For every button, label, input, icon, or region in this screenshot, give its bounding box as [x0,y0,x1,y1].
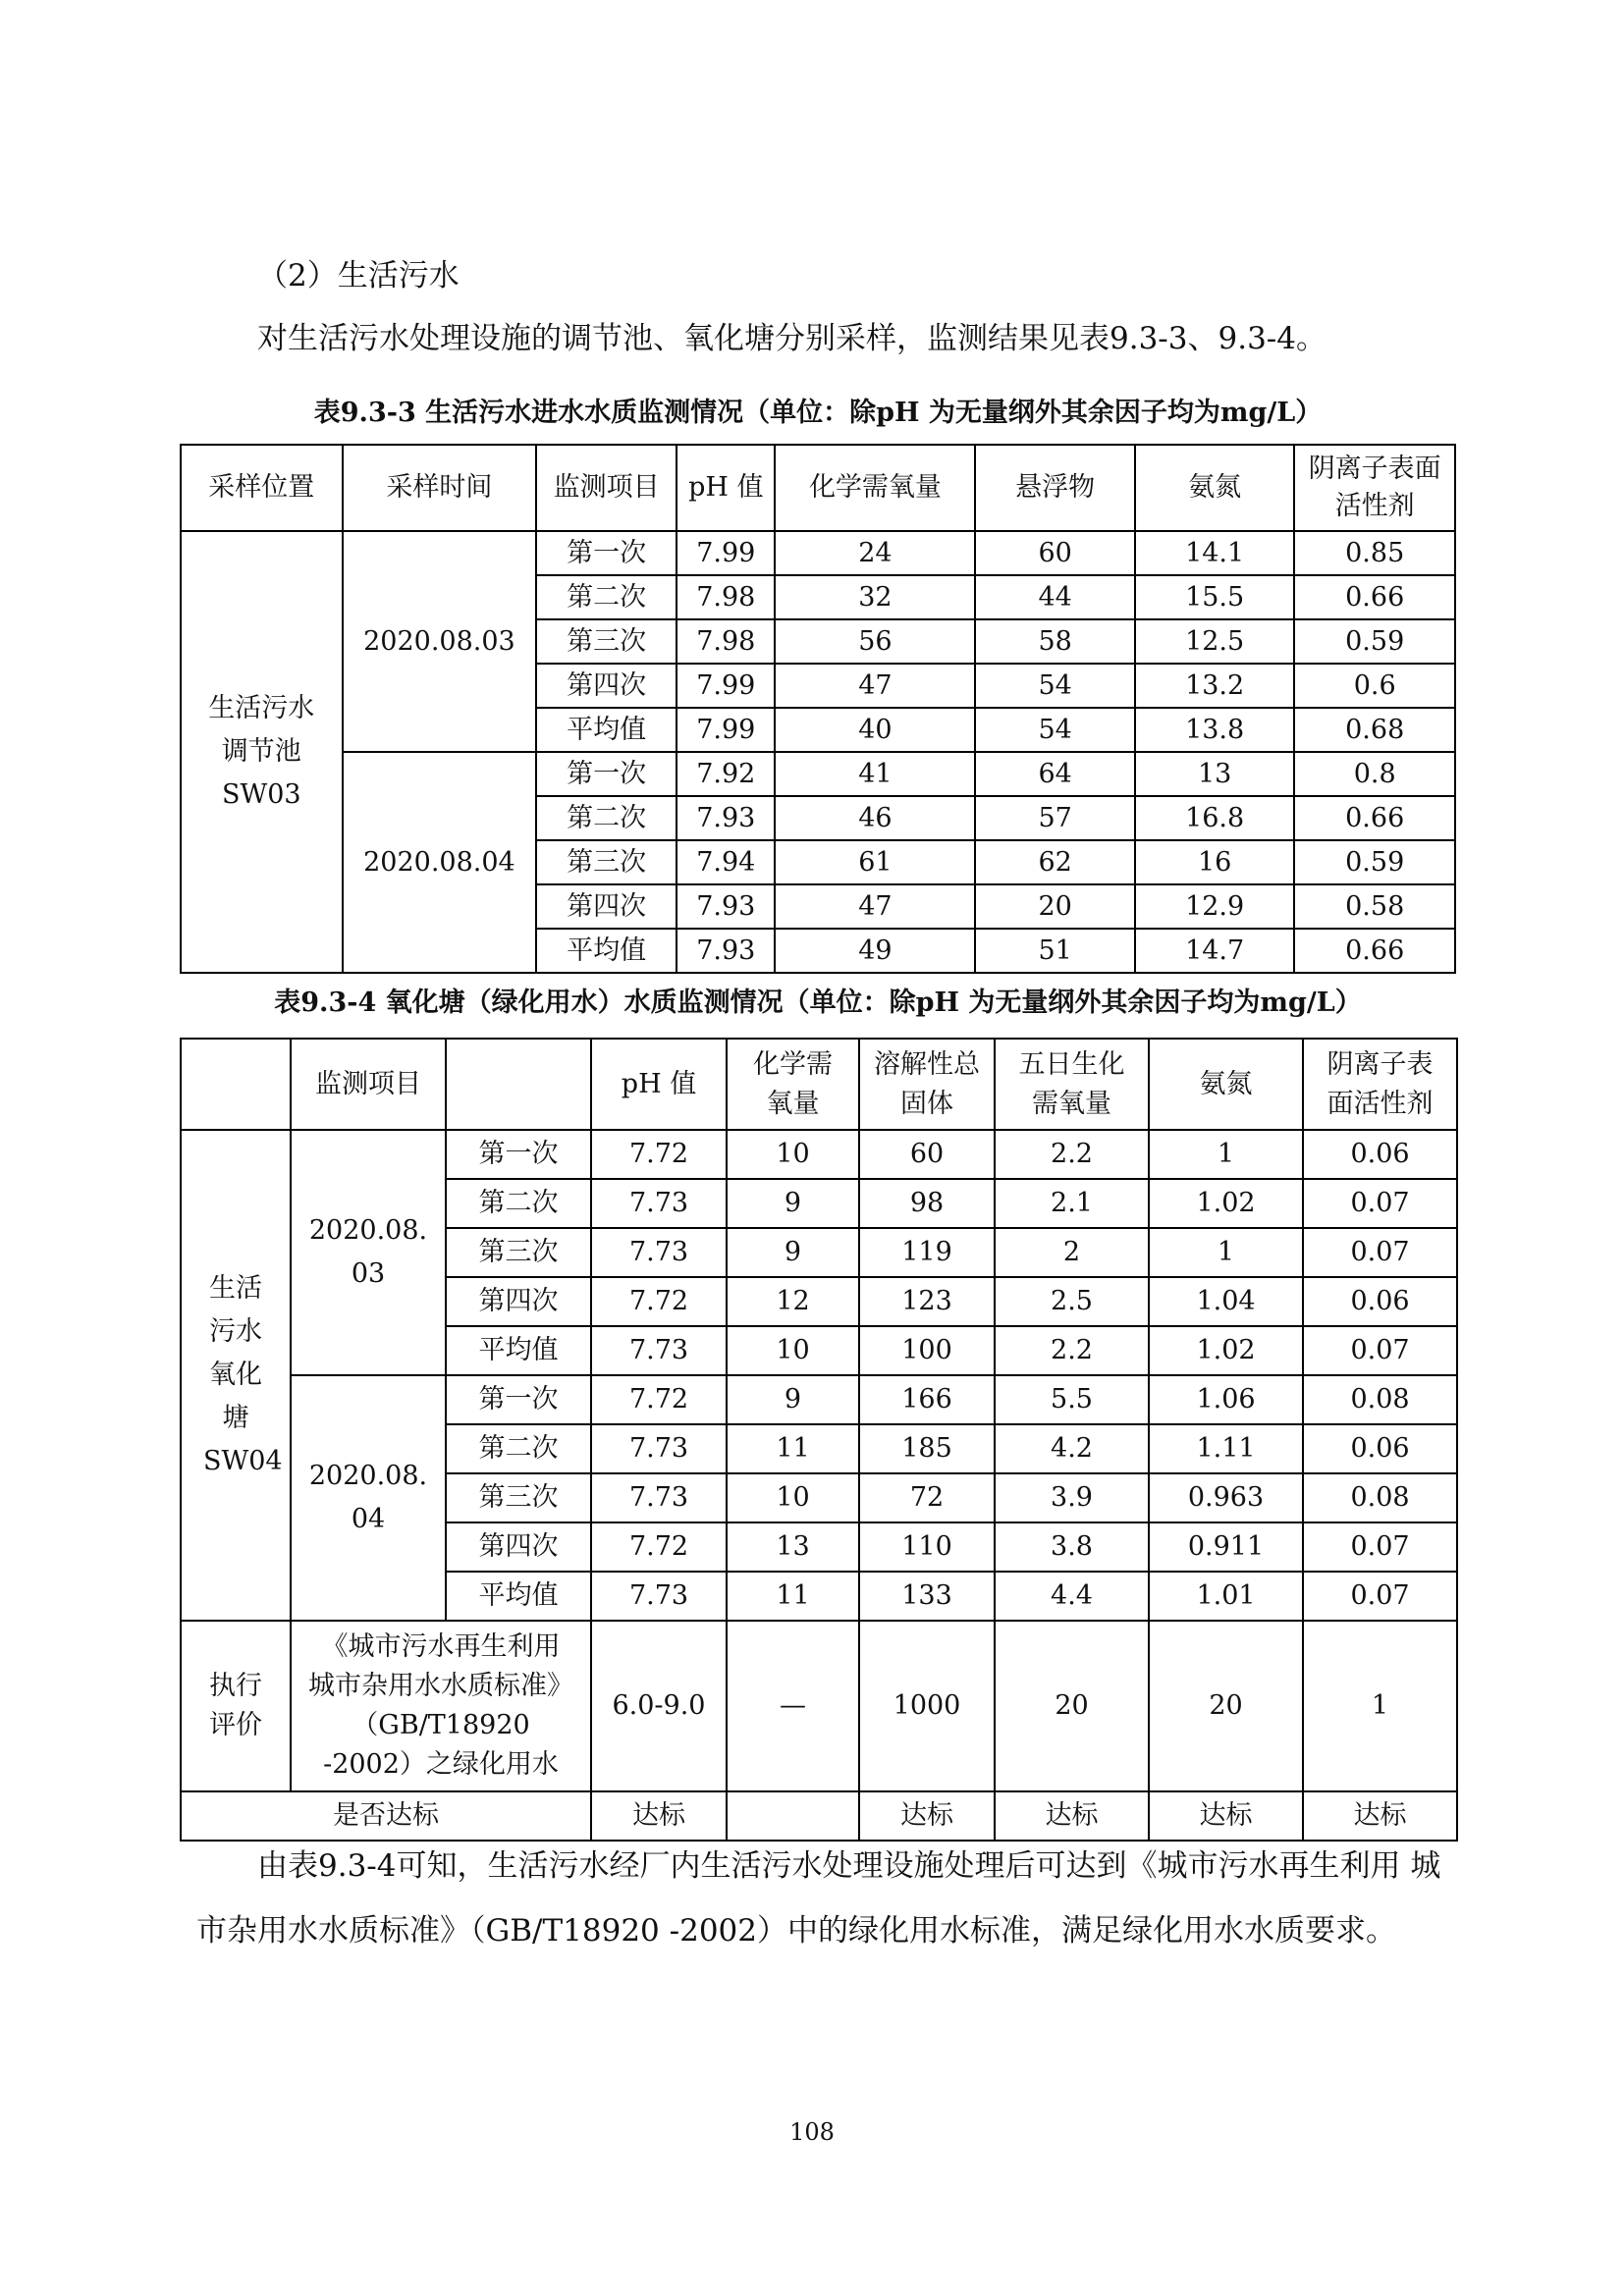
table2-value-cell: 100 [859,1326,995,1375]
table1-value-cell: 13 [1135,752,1295,796]
table1-header-cell: 氨氮 [1135,445,1295,531]
table1-value-cell: 7.93 [677,796,775,840]
table1-value-cell: 46 [775,796,975,840]
table2-item-cell: 第二次 [446,1424,591,1473]
table1-value-cell: 12.5 [1135,619,1295,664]
table-row [181,1130,1457,1179]
table2-compliance-value: 达标 [1149,1791,1303,1841]
table1-value-cell: 0.85 [1294,531,1455,575]
table1-value-cell: 54 [975,664,1135,708]
table2-value-cell: 2.2 [995,1130,1149,1179]
table2-value-cell: 11 [727,1572,859,1621]
table2-value-cell: 7.73 [591,1179,727,1228]
table1-value-cell: 0.59 [1294,619,1455,664]
table2-value-cell: 7.73 [591,1228,727,1277]
table2-header-cell: 监测项目 [291,1039,446,1130]
table1-value-cell: 62 [975,840,1135,884]
table2-compliance-value: 达标 [995,1791,1149,1841]
table2-item-cell: 第四次 [446,1277,591,1326]
table1-value-cell: 44 [975,575,1135,619]
table1-value-cell: 7.99 [677,708,775,752]
table1-item-cell: 第四次 [536,664,677,708]
table1-header-cell: 阴离子表面活性剂 [1294,445,1455,531]
table2-value-cell: 123 [859,1277,995,1326]
table2-caption: 表9.3-4 氧化塘（绿化用水）水质监测情况（单位：除pH 为无量纲外其余因子均为mg/L） [274,988,1362,1018]
table2-value-cell: 1 [1149,1130,1303,1179]
table2-value-cell: 0.07 [1303,1228,1457,1277]
table2-value-cell: 0.06 [1303,1424,1457,1473]
table2-value-cell: 1.02 [1149,1179,1303,1228]
table1-value-cell: 7.92 [677,752,775,796]
table2-item-cell: 第一次 [446,1375,591,1424]
table2-value-cell: 10 [727,1473,859,1522]
table2-value-cell: 7.72 [591,1277,727,1326]
table2-date-cell: 2020.08.04 [291,1375,446,1621]
table2-value-cell: 0.06 [1303,1130,1457,1179]
table1-item-cell: 第二次 [536,575,677,619]
table2-standard-label: 执行评价 [181,1621,291,1791]
table1-item-cell: 第三次 [536,619,677,664]
table1-date-cell: 2020.08.04 [343,752,537,973]
table2-value-cell: 4.4 [995,1572,1149,1621]
table2-compliance-value: 达标 [591,1791,727,1841]
table1-value-cell: 57 [975,796,1135,840]
table2-value-cell: 0.08 [1303,1473,1457,1522]
table1-value-cell: 12.9 [1135,884,1295,929]
table2-value-cell: 10 [727,1130,859,1179]
table2-value-cell: 2.5 [995,1277,1149,1326]
table2-header-cell: 五日生化需氧量 [995,1039,1149,1130]
table2-header-cell: 氨氮 [1149,1039,1303,1130]
table2-standard-value: 6.0-9.0 [591,1621,727,1791]
table2-date-cell: 2020.08.03 [291,1130,446,1375]
table1-value-cell: 20 [975,884,1135,929]
table2-header-cell: 化学需氧量 [727,1039,859,1130]
table1-value-cell: 0.68 [1294,708,1455,752]
table2-value-cell: 12 [727,1277,859,1326]
table2-value-cell: 7.73 [591,1473,727,1522]
table2-item-cell: 第四次 [446,1522,591,1572]
table2-value-cell: 3.9 [995,1473,1149,1522]
table1-value-cell: 41 [775,752,975,796]
table2-value-cell: 7.72 [591,1522,727,1572]
table2-value-cell: 10 [727,1326,859,1375]
table1-value-cell: 7.98 [677,619,775,664]
table1-item-cell: 第一次 [536,531,677,575]
table2-value-cell: 185 [859,1424,995,1473]
table2-value-cell: 9 [727,1179,859,1228]
table2-value-cell: 7.72 [591,1375,727,1424]
table2-value-cell: 1.02 [1149,1326,1303,1375]
table2-value-cell: 0.911 [1149,1522,1303,1572]
table1-value-cell: 0.66 [1294,929,1455,973]
table1-value-cell: 54 [975,708,1135,752]
table1-value-cell: 58 [975,619,1135,664]
table1-location-cell: 生活污水调节池SW03 [181,531,343,973]
table1-value-cell: 7.93 [677,884,775,929]
table2-value-cell: 7.73 [591,1424,727,1473]
table1-sewage-inlet [180,444,1456,974]
table1-header-cell: 采样位置 [181,445,343,531]
table2-item-cell: 平均值 [446,1326,591,1375]
table2-value-cell: 7.73 [591,1326,727,1375]
table1-value-cell: 7.99 [677,664,775,708]
table2-location-cell: 生活污水氧化塘SW04 [181,1130,291,1621]
table2-value-cell: 0.963 [1149,1473,1303,1522]
conclusion-paragraph: 由表9.3-4可知，生活污水经厂内生活污水处理设施处理后可达到《城市污水再生利用 城市杂用水水质标准》（GB/T18920 -2002）中的绿化用水标准，满足绿化用水水质要求。 [196,1848,1441,1949]
table1-item-cell: 平均值 [536,708,677,752]
table2-header-cell: 溶解性总固体 [859,1039,995,1130]
table1-value-cell: 14.7 [1135,929,1295,973]
table2-value-cell: 1.11 [1149,1424,1303,1473]
table2-body [181,1039,1457,1841]
table-row [181,1375,1457,1424]
table2-value-cell: 2.2 [995,1326,1149,1375]
table1-item-cell: 第三次 [536,840,677,884]
table1-caption: 表9.3-3 生活污水进水水质监测情况（单位：除pH 为无量纲外其余因子均为mg/L） [313,398,1323,428]
table2-value-cell: 7.72 [591,1130,727,1179]
table2-standard-name: 《城市污水再生利用 城市杂用水水质标准》（GB/T18920 -2002）之绿化用水 [291,1621,591,1791]
table2-item-cell: 第三次 [446,1473,591,1522]
table1-value-cell: 61 [775,840,975,884]
table2-header-cell [446,1039,591,1130]
table2-value-cell: 2 [995,1228,1149,1277]
table2-value-cell: 110 [859,1522,995,1572]
table1-value-cell: 0.6 [1294,664,1455,708]
table1-value-cell: 51 [975,929,1135,973]
table2-standard-value: 1 [1303,1621,1457,1791]
table1-value-cell: 0.8 [1294,752,1455,796]
table1-value-cell: 49 [775,929,975,973]
table1-value-cell: 0.58 [1294,884,1455,929]
table2-value-cell: 3.8 [995,1522,1149,1572]
table-row [181,531,1455,575]
table1-value-cell: 16 [1135,840,1295,884]
table1-value-cell: 13.8 [1135,708,1295,752]
table1-header-cell: 悬浮物 [975,445,1135,531]
table2-value-cell: 9 [727,1375,859,1424]
table1-value-cell: 24 [775,531,975,575]
table2-value-cell: 1 [1149,1228,1303,1277]
table2-header-cell [181,1039,291,1130]
table2-value-cell: 13 [727,1522,859,1572]
table1-item-cell: 第四次 [536,884,677,929]
table1-value-cell: 40 [775,708,975,752]
table1-value-cell: 0.59 [1294,840,1455,884]
table1-value-cell: 32 [775,575,975,619]
table1-header-cell: pH 值 [677,445,775,531]
table1-body [181,445,1455,973]
table2-item-cell: 第一次 [446,1130,591,1179]
table2-value-cell: 60 [859,1130,995,1179]
table2-compliance-label: 是否达标 [181,1791,591,1841]
table2-value-cell: 119 [859,1228,995,1277]
table1-value-cell: 0.66 [1294,575,1455,619]
table2-value-cell: 166 [859,1375,995,1424]
table2-item-cell: 平均值 [446,1572,591,1621]
table2-value-cell: 133 [859,1572,995,1621]
table1-value-cell: 0.66 [1294,796,1455,840]
table2-header-cell: 阴离子表面活性剂 [1303,1039,1457,1130]
page-number: 108 [789,2118,835,2146]
table2-value-cell: 98 [859,1179,995,1228]
table2-value-cell: 11 [727,1424,859,1473]
table1-value-cell: 16.8 [1135,796,1295,840]
table1-value-cell: 47 [775,664,975,708]
table2-value-cell: 72 [859,1473,995,1522]
table2-header-cell: pH 值 [591,1039,727,1130]
table2-value-cell: 0.07 [1303,1522,1457,1572]
table2-oxidation-pond [180,1038,1458,1842]
table1-header-cell: 监测项目 [536,445,677,531]
table-row [181,752,1455,796]
table2-value-cell: 0.08 [1303,1375,1457,1424]
table2-item-cell: 第三次 [446,1228,591,1277]
table1-value-cell: 7.93 [677,929,775,973]
table1-value-cell: 64 [975,752,1135,796]
table2-header-row [181,1039,1457,1130]
table1-header-cell: 采样时间 [343,445,537,531]
table1-value-cell: 7.94 [677,840,775,884]
table2-value-cell: 5.5 [995,1375,1149,1424]
table1-item-cell: 平均值 [536,929,677,973]
table2-value-cell: 0.07 [1303,1179,1457,1228]
table1-item-cell: 第一次 [536,752,677,796]
table1-value-cell: 7.98 [677,575,775,619]
table2-value-cell: 1.06 [1149,1375,1303,1424]
intro-paragraph: 对生活污水处理设施的调节池、氧化塘分别采样，监测结果见表9.3-3、9.3-4。 [257,321,1326,356]
table1-value-cell: 7.99 [677,531,775,575]
table2-item-cell: 第二次 [446,1179,591,1228]
table1-value-cell: 15.5 [1135,575,1295,619]
table2-value-cell: 0.07 [1303,1572,1457,1621]
table2-standard-row [181,1621,1457,1791]
table1-value-cell: 14.1 [1135,531,1295,575]
section-heading: （2）生活污水 [257,258,460,294]
table2-compliance-value: 达标 [859,1791,995,1841]
table2-value-cell: 9 [727,1228,859,1277]
table1-header-cell: 化学需氧量 [775,445,975,531]
table2-value-cell: 0.06 [1303,1277,1457,1326]
table2-compliance-value: 达标 [1303,1791,1457,1841]
table2-value-cell: 1.01 [1149,1572,1303,1621]
table2-value-cell: 7.73 [591,1572,727,1621]
table2-value-cell: 1.04 [1149,1277,1303,1326]
table1-value-cell: 60 [975,531,1135,575]
table2-standard-value: 20 [995,1621,1149,1791]
table1-value-cell: 47 [775,884,975,929]
table2-standard-value: — [727,1621,859,1791]
table2-value-cell: 2.1 [995,1179,1149,1228]
table1-header-row [181,445,1455,531]
table2-standard-value: 20 [1149,1621,1303,1791]
table2-value-cell: 4.2 [995,1424,1149,1473]
table1-item-cell: 第二次 [536,796,677,840]
table1-value-cell: 13.2 [1135,664,1295,708]
table2-value-cell: 0.07 [1303,1326,1457,1375]
table1-date-cell: 2020.08.03 [343,531,537,752]
table1-value-cell: 56 [775,619,975,664]
table2-standard-value: 1000 [859,1621,995,1791]
